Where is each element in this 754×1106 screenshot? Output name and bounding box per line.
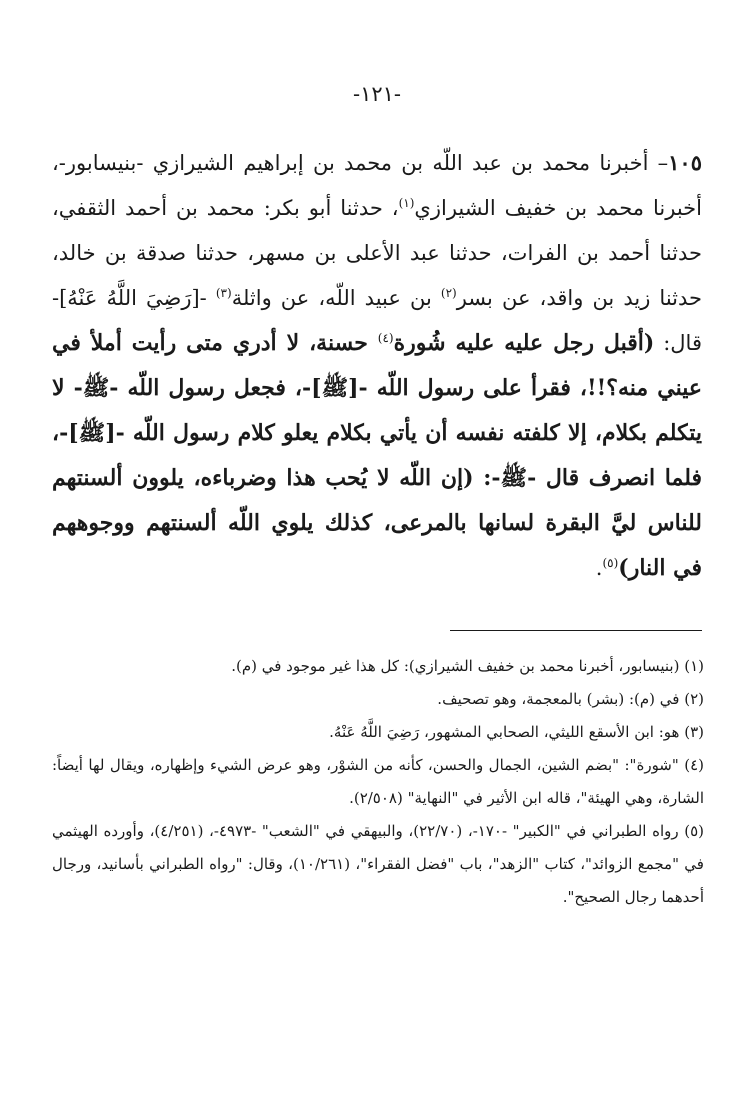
hadith-number: ١٠٥ [668,150,702,175]
footnote-ref-2: (٢) [440,286,457,300]
isnad-part-3: بن عبيد اللّه، عن واثلة [231,286,441,310]
isnad-part-1: – أخبرنا محمد بن عبد اللّه بن محمد بن إبراهيم الشيرازي -بنيسابور-، أخبرنا محمد بن خفيف الشيرازي [52,151,702,220]
footnote-1: (١) (بنيسابور، أخبرنا محمد بن خفيف الشيرازي): كل هذا غير موجود في (م). [231,657,704,675]
footnote-ref-3: (٣) [215,286,232,300]
isnad-part-4: -[رَضِيَ اللَّهُ عَنْهُ]- قال: [52,286,702,355]
footnote-4: (٤) "شورة": "بضم الشين، الجمال والحسن، كأنه من الشوْر، وهو عرض الشيء وإظهاره، ويقال لها أيضاً: الشارة، وهي الهيئة"، قاله ابن الأثير في "النهاية" (٢/٥٠٨). [52,756,704,807]
page-number: -١٢١- [352,82,402,106]
hadith-text [52,140,702,591]
footnote-3: (٣) هو: ابن الأسقع الليثي، الصحابي المشهور، رَضِيَ اللَّهُ عَنْهُ. [329,723,704,741]
footnotes [52,650,704,914]
footnote-ref-5: (٥) [602,556,619,570]
matn-part-2: حسنة، لا أدري متى رأيت أملأ في عيني منه؟!!، فقرأ على رسول اللّه -[ﷺ]-، فجعل رسول اللّه -ﷺ- لا يتكلم بكلام، إلا كلفته نفسه أن يأتي بكلام يعلو كلام رسول اللّه -[ﷺ]-، فلما انصرف قال -ﷺ-: (إن اللّه لا يُحب هذا وضرباءه، يلوون ألسنتهم للناس ليَّ البقرة لسانها بالمرعى، كذلك يلوي اللّه ألسنتهم ووجوههم في النار) [52,330,702,581]
footnote-2: (٢) في (م): (بشر) بالمعجمة، وهو تصحيف. [437,690,704,708]
footnote-ref-4: (٤) [377,331,394,345]
hadith-end: . [595,556,603,580]
matn-part-1: (أقبل رجل عليه عليه شُورة [393,330,655,356]
isnad-part-2: ، حدثنا أبو بكر: محمد بن أحمد الثقفي، حدثنا أحمد بن الفرات، حدثنا عبد الأعلى بن مسهر، حدثنا صدقة بن خالد، حدثنا زيد بن واقد، عن بسر [52,196,703,310]
footnote-ref-1: (١) [398,196,415,210]
footnote-5: (٥) رواه الطبراني في "الكبير" -١٧٠-، (٢٢/٧٠)، والبيهقي في "الشعب" -٤٩٧٣-، (٤/٢٥١)، وأورده الهيثمي في "مجمع الزوائد"، كتاب "الزهد"، باب "فضل الفقراء"، (١٠/٢٦١)، وقال: "رواه الطبراني بأسانيد، ورجال أحدهما رجال الصحيح". [52,822,705,906]
footnote-separator [450,630,702,631]
